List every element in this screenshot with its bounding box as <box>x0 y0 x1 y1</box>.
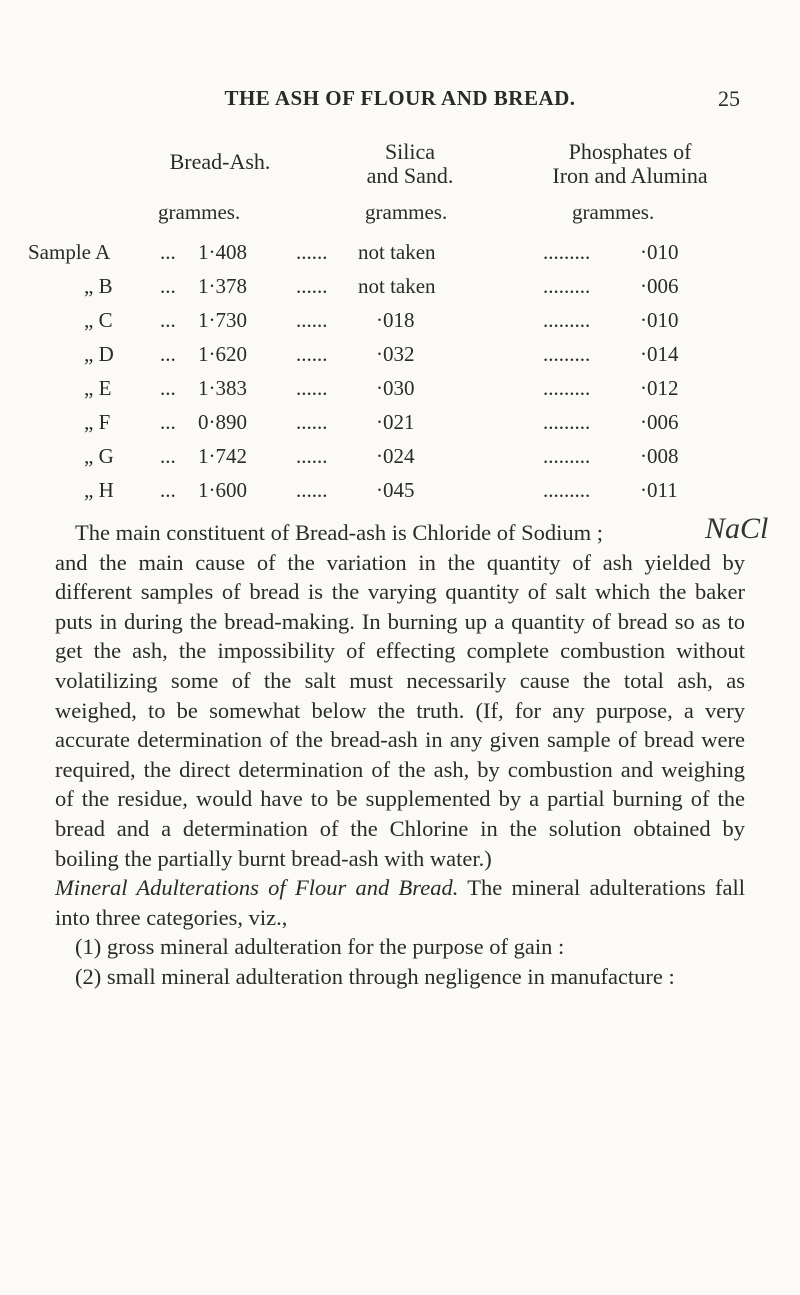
col-header-bread-ash: Bread-Ash. <box>169 149 271 174</box>
leader: ...... <box>296 274 328 298</box>
bread-ash-value: 0·890 <box>198 410 247 434</box>
bread-ash-value: 1·408 <box>198 240 247 264</box>
running-title: THE ASH OF FLOUR AND BREAD. <box>224 86 576 110</box>
leader: ... <box>160 274 176 298</box>
phosphates-value: ·008 <box>640 444 679 468</box>
col-header-phosphates-line1: Phosphates of <box>568 139 692 164</box>
section-text: The mineral adulterations fall into three categories, viz., <box>55 875 745 930</box>
unit-phosphates: grammes. <box>572 200 655 224</box>
leader: ...... <box>296 308 328 332</box>
leader: ... <box>160 240 176 264</box>
phosphates-value: ·010 <box>640 308 679 332</box>
leader: ......... <box>543 376 591 400</box>
table-row <box>0 410 800 444</box>
leader: ...... <box>296 410 328 434</box>
silica-value: ·030 <box>376 376 415 400</box>
silica-value: ·021 <box>376 410 415 434</box>
body-text <box>55 518 745 992</box>
col-header-silica-line1: Silica <box>384 139 436 164</box>
leader: ... <box>160 308 176 332</box>
bread-ash-value: 1·742 <box>198 444 247 468</box>
silica-value: ·024 <box>376 444 415 468</box>
leader: ...... <box>296 478 328 502</box>
col-header-phosphates-line2: Iron and Alumina <box>552 163 708 188</box>
bread-ash-value: 1·378 <box>198 274 247 298</box>
table-row <box>0 478 800 512</box>
leader: ......... <box>543 308 591 332</box>
phosphates-value: ·006 <box>640 274 679 298</box>
unit-silica: grammes. <box>365 200 448 224</box>
silica-value: not taken <box>358 240 436 264</box>
table-row <box>0 444 800 478</box>
leader: ... <box>160 376 176 400</box>
leader: ......... <box>543 274 591 298</box>
leader: ... <box>160 410 176 434</box>
table-row <box>0 308 800 342</box>
paragraph <box>55 518 745 873</box>
col-header-silica-line2: and Sand. <box>366 163 454 188</box>
bread-ash-value: 1·600 <box>198 478 247 502</box>
row-label: „ F <box>84 410 111 434</box>
phosphates-value: ·014 <box>640 342 679 366</box>
silica-value: ·032 <box>376 342 415 366</box>
row-label: „ H <box>84 478 114 502</box>
row-label: „ E <box>84 376 112 400</box>
paragraph-rest: and the main cause of the variation in the quantity of ash yielded by different samples of bread is the varying quantity of salt which the baker puts in during the bread-making. In burning up a quantity of bread so as to get the ash, the impossibility of effecting complete combustion without volatilizing some of the salt must necessarily cause the total ash, as weighed, to be somewhat below the truth. (If, for any purpose, a very accurate determination of the bread-ash in any given sample of bread were required, the direct determination of the ash, by combustion and weighing of the residue, would have to be supplemented by a partial burning of the bread and a determination of the Chlorine in the solution obtained by boiling the partially burnt bread-ash with water.) <box>55 549 745 871</box>
phosphates-value: ·011 <box>640 478 678 502</box>
paragraph-start: The main constituent of Bread-ash is Chloride of Sodium ; <box>75 520 604 545</box>
handwritten-marginal-note: NaCl <box>705 512 769 545</box>
table-row <box>0 376 800 410</box>
section-title: Mineral Adulterations of Flour and Bread. <box>55 875 459 901</box>
list-item: (1) gross mineral adulteration for the purpose of gain : <box>75 934 565 960</box>
leader: ...... <box>296 342 328 366</box>
row-label: „ G <box>84 444 114 468</box>
col-header-phosphates <box>500 140 760 188</box>
leader: ... <box>160 444 176 468</box>
leader: ......... <box>543 240 591 264</box>
phosphates-value: ·006 <box>640 410 679 434</box>
leader: ...... <box>296 444 328 468</box>
page-header <box>0 86 800 116</box>
table-row <box>0 274 800 308</box>
bread-ash-value: 1·383 <box>198 376 247 400</box>
phosphates-value: ·012 <box>640 376 679 400</box>
leader: ......... <box>543 410 591 434</box>
silica-value: not taken <box>358 274 436 298</box>
leader: ......... <box>543 342 591 366</box>
silica-value: ·045 <box>376 478 415 502</box>
table-row <box>0 240 800 274</box>
page-number: 25 <box>718 86 740 111</box>
paragraph <box>55 873 745 932</box>
row-label: „ B <box>84 274 113 298</box>
row-label: „ C <box>84 308 113 332</box>
phosphates-value: ·010 <box>640 240 679 264</box>
col-header-silica <box>310 140 510 188</box>
row-label: „ D <box>84 342 114 366</box>
leader: ...... <box>296 240 328 264</box>
leader: ...... <box>296 376 328 400</box>
list-item: (2) small mineral adulteration through negligence in manufacture : <box>75 963 675 989</box>
leader: ... <box>160 342 176 366</box>
bread-ash-value: 1·730 <box>198 308 247 332</box>
bread-ash-value: 1·620 <box>198 342 247 366</box>
leader: ... <box>160 478 176 502</box>
table-row <box>0 342 800 376</box>
silica-value: ·018 <box>376 308 415 332</box>
leader: ......... <box>543 444 591 468</box>
unit-bread-ash: grammes. <box>158 200 241 224</box>
leader: ......... <box>543 478 591 502</box>
row-label: Sample A <box>28 240 111 264</box>
